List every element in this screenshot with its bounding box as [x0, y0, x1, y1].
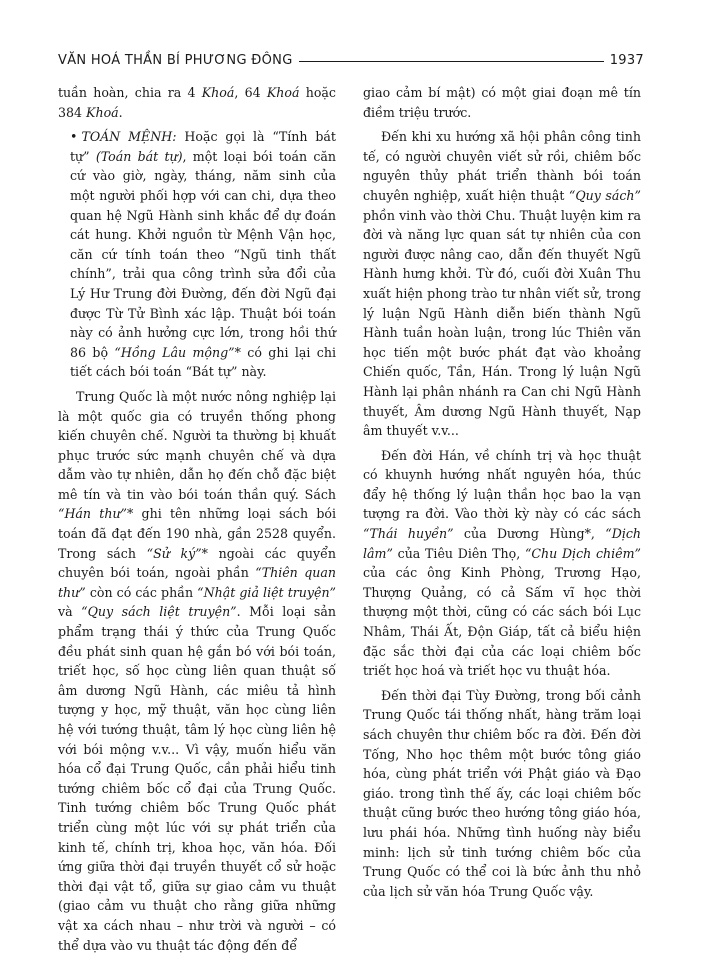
left-column: [58, 83, 336, 960]
paragraph: Trung Quốc là một nước nông nghiệp lại là một quốc gia có truyền thống phong kiến chuyên chế. Người ta thường bị khuất phục trước sức mạnh chuyên chế và dựa dẫm vào tự nhiên, dẫn họ đến chỗ đặc biệt mê tín và tin vào bói toán thần quý. Sách “Hán thư”* ghi tên những loại sách bói toán đã đạt đến 190 nhà, gần 2528 quyển. Trong sách “Sử ký”* ngoài các quyển chuyên bói toán, ngoài phần “Thiên quan thư” còn có các phần “Nhật giả liệt truyện” và “Quy sách liệt truyện”. Mỗi loại sản phẩm trạng thái ý thức của Trung Quốc đều phát sinh quan hệ gắn bó với bói toán, triết học, số học cùng liên quan thuật số âm dương Ngũ Hành, các miêu tả hình tượng y học, mỹ thuật, văn học cùng liên hệ với tướng thuật, tâm lý học cùng liên hệ với bói mộng v.v... Vì vậy, muốn hiểu văn hóa cổ đại Trung Quốc, cần phải hiểu tinh tướng chiêm bốc cổ đại của Trung Quốc. Tinh tướng chiêm bốc Trung Quốc phát triển cùng một lúc với sự phát triển của kinh tế, chính trị, khoa học, văn hóa. Đối ứng giữa thời đại truyền thuyết cổ sử hoặc thời đại vật tổ, giữa sự giao cảm vu thuật (giao cảm vu thuật cho rằng giữa những vật xa cách nhau – như trời và người – có thể dựa vào vu thuật tác động đến để: [58, 388, 336, 953]
bullet-icon: •: [70, 129, 78, 145]
paragraph: tuần hoàn, chia ra 4 Khoá, 64 Khoá hoặc 384 Khoá.: [58, 85, 336, 120]
paragraph: giao cảm bí mật) có một giai đoạn mê tín điềm triệu trước.: [363, 85, 641, 120]
right-column: [363, 83, 641, 906]
paragraph: Đến khi xu hướng xã hội phân công tinh tế, có người chuyên viết sử rồi, chiêm bốc nguyên thủy phát triển thành bói toán chuyên nghiệp, xuất hiện thuật “Quy sách” phồn vinh vào thời Chu. Thuật luyện kim ra đời và năng lực quan sát tự nhiên của con người được nâng cao, dẫn đến thuyết Ngũ Hành hưng khởi. Từ đó, cuối đời Xuân Thu xuất hiện phong trào tư nhân viết sử, trong lý luận Ngũ Hành diễn biến thành Ngũ Hành tuần hoàn luận, trong lúc Thiên văn học tiến một bước phát đạt vào khoảng Chiến quốc, Tần, Hán. Trong lý luận Ngũ Hành lại phân nhánh ra Can chi Ngũ Hành thuyết, Âm dương Ngũ Hành thuyết, Nạp âm thuyết v.v...: [363, 129, 641, 439]
bullet-paragraph-toan-menh: • TOÁN MỆNH: Hoặc gọi là “Tính bát tự” (Toán bát tự), một loại bói toán căn cứ vào giờ, ngày, tháng, năm sinh của một người phối hợp với can chi, dựa theo quan hệ Ngũ Hành sinh khắc để dự đoán cát hung. Khởi nguồn từ Mệnh Vận học, căn cứ tính toán theo “Ngũ tinh thất chính”, trải qua công trình sửa đổi của Lý Hư Trung đời Đường, đến đời Ngũ đại được Từ Tử Bình xác lập. Thuật bói toán này có ảnh hưởng cực lớn, trong hồi thứ 86 bộ “Hồng Lâu mộng”* có ghi lại chi tiết cách bói toán “Bát tự” này.: [70, 129, 336, 380]
paragraph: Đến đời Hán, về chính trị và học thuật có khuynh hướng nhất nguyên hóa, thúc đẩy hệ thống lý luận thần học bao la vạn tượng ra đời. Vào thời kỳ này có các sách “Thái huyền” của Dương Hùng*, “Dịch lâm” của Tiêu Diên Thọ, “Chu Dịch chiêm” của các ông Kinh Phòng, Trương Hạo, Thượng Quảng, có cả Sấm vĩ học thời thượng một thời, cũng có các sách bói Lục Nhâm, Thái Ất, Độn Giáp, tất cả biểu hiện đặc sắc thời đại của các loại chiêm bốc triết học hoá và triết học vu thuật hóa.: [363, 447, 642, 679]
running-header: [58, 50, 644, 70]
term-heading: TOÁN MỆNH:: [81, 129, 177, 145]
header-rule: [299, 61, 604, 62]
paragraph: Đến thời đại Tùy Đường, trong bối cảnh Trung Quốc tái thống nhất, hàng trăm loại sách chuyên thư chiêm bốc ra đời. Đến đời Tống, Nho học thêm một bước tông giáo hóa, cùng phát triển với Phật giáo và Đạo giáo. trong tình thế ấy, các loại chiêm bốc thuật cũng bước theo hướng tông giáo hóa, lưu phái hóa. Những tình huống này biểu minh: lịch sử tinh tướng chiêm bốc của Trung Quốc có thể coi là bức ảnh thu nhỏ của lịch sử văn hóa Trung Quốc vậy.: [363, 687, 641, 899]
running-title: VĂN HOÁ THẦN BÍ PHƯƠNG ĐÔNG: [58, 52, 293, 68]
page-number: 1937: [609, 52, 644, 68]
